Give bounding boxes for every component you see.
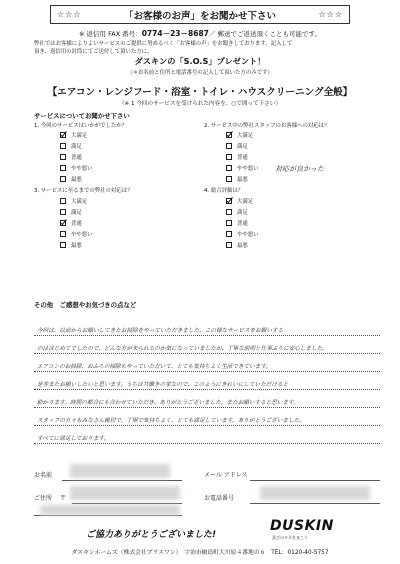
q1-option[interactable]: 満足 bbox=[60, 141, 82, 151]
ruled-line bbox=[34, 407, 380, 408]
checkbox[interactable] bbox=[60, 176, 66, 182]
address-redacted-2 bbox=[40, 505, 180, 515]
intro-line-2: 頂き、返信用の封筒にてご送付して頂いた方に、 bbox=[34, 49, 153, 55]
ruled-line bbox=[34, 443, 380, 444]
ruled-line bbox=[34, 335, 380, 336]
fax-number: 0774－23－8687 bbox=[141, 29, 209, 38]
q3-option[interactable]: 大満足 bbox=[60, 196, 87, 206]
fax-line bbox=[50, 28, 350, 39]
fax-prefix: ※ 返信用 FAX 番号： bbox=[79, 30, 142, 38]
services-title: 【エアコン・レンジフード・浴室・トイレ・ハウスクリーニング全般】 bbox=[47, 87, 353, 98]
name-label: お名前 bbox=[34, 472, 53, 479]
header-title-box bbox=[50, 5, 350, 24]
stars-right: ☆☆☆ bbox=[318, 10, 343, 19]
comment-line: 助かります。時間の都合にも合わせていただき、ありがとうございました。またお願いすると思います。 bbox=[37, 400, 299, 406]
ruled-line bbox=[34, 353, 380, 354]
ruled-line bbox=[34, 425, 380, 426]
checkbox[interactable] bbox=[226, 143, 232, 149]
address-redacted bbox=[70, 486, 180, 500]
postal-mark: 〒 bbox=[60, 495, 67, 502]
q2-option[interactable]: やや悪い bbox=[226, 163, 259, 173]
q2-option[interactable]: 普通 bbox=[226, 152, 248, 162]
ruled-line bbox=[34, 371, 380, 372]
checkbox[interactable] bbox=[226, 154, 232, 160]
phone-redacted bbox=[260, 486, 370, 500]
comment-line: スタッフの方々もみなさん親切で、丁寧で気持ちよく、とても満足しています。ありがとうございました。 bbox=[37, 418, 305, 424]
survey-heading: サービスについてお聞かせ下さい bbox=[34, 112, 130, 120]
q4-label: 4. 総合評価は？ bbox=[204, 188, 244, 194]
sos-title: ダスキンの「S.O.S」プレゼント！ bbox=[134, 56, 266, 66]
q1-option[interactable]: やや悪い bbox=[60, 163, 93, 173]
checkbox[interactable] bbox=[60, 231, 66, 237]
sos-note: （＊お名前と住所と電話番号の記入して頂いた方のみです） bbox=[127, 70, 273, 76]
checkbox[interactable] bbox=[60, 242, 66, 248]
q3-option[interactable]: 満足 bbox=[60, 207, 82, 217]
checkbox[interactable] bbox=[60, 198, 66, 204]
name-redacted bbox=[70, 464, 170, 478]
phone-label: お電話番号 bbox=[204, 495, 235, 502]
q2-option[interactable]: 最悪 bbox=[226, 174, 248, 184]
checkbox[interactable] bbox=[226, 242, 232, 248]
checkbox-checked[interactable] bbox=[226, 198, 232, 204]
thanks-text: ご協力ありがとうございました! bbox=[86, 530, 217, 540]
checkbox-checked[interactable] bbox=[60, 220, 66, 226]
q1-option[interactable]: 最悪 bbox=[60, 174, 82, 184]
checkbox[interactable] bbox=[60, 165, 66, 171]
ruled-line bbox=[34, 389, 380, 390]
comment-line: エアコンのお掃除、おふろの掃除もやっていただいて、とても気持ちよく生活できています。 bbox=[37, 364, 272, 370]
email-label: メール アドレス bbox=[204, 472, 248, 479]
q3-label: 3. サービスに至るまでの弊社の対応は？ bbox=[34, 188, 133, 194]
address-field-2[interactable] bbox=[34, 515, 182, 516]
logo-tagline: 喜びのタネをまこう bbox=[272, 535, 308, 540]
q4-option[interactable]: 最悪 bbox=[226, 240, 248, 250]
checkbox[interactable] bbox=[226, 220, 232, 226]
checkbox[interactable] bbox=[60, 143, 66, 149]
q1-option[interactable]: 普通 bbox=[60, 152, 82, 162]
comment-line: すべてに満足しております。 bbox=[37, 436, 110, 442]
q4-option[interactable]: やや悪い bbox=[226, 229, 259, 239]
address-field[interactable] bbox=[72, 503, 182, 504]
address-label: ご住所 bbox=[34, 495, 53, 502]
intro-text bbox=[34, 40, 374, 56]
comments-area[interactable] bbox=[34, 318, 380, 454]
q3-option[interactable]: 普通 bbox=[60, 218, 82, 228]
q4-option[interactable]: 普通 bbox=[226, 218, 248, 228]
checkbox[interactable] bbox=[226, 176, 232, 182]
q1-option[interactable]: 大満足 bbox=[60, 130, 87, 140]
comments-heading: その他 ご感想やお気づきの点など bbox=[34, 301, 137, 309]
email-field[interactable] bbox=[250, 480, 380, 481]
q3-option[interactable]: やや悪い bbox=[60, 229, 93, 239]
checkbox-checked[interactable] bbox=[226, 132, 232, 138]
phone-field[interactable] bbox=[250, 503, 380, 504]
stars-left: ☆☆☆ bbox=[57, 10, 82, 19]
q4-option[interactable]: 満足 bbox=[226, 207, 248, 217]
duskin-logo: DUSKIN bbox=[270, 518, 334, 534]
checkbox[interactable] bbox=[226, 165, 232, 171]
comment-line: 今回は、以前からお願いしてきたお掃除をやっていただきました。この様なサービスをお願いする bbox=[37, 328, 284, 334]
intro-line-1: 弊社ではお客様によりよいサービスのご提供に努めるべく「お客様の声」をお聞きしております。記入して bbox=[34, 41, 293, 47]
q2-option[interactable]: 満足 bbox=[226, 141, 248, 151]
q4-option[interactable]: 大満足 bbox=[226, 196, 253, 206]
comment-line: 是非またお願いしたいと思います。うちは共働きの家なので、このようにきれいにしていただけると bbox=[37, 382, 289, 388]
checkbox-checked[interactable] bbox=[60, 132, 66, 138]
page-title: 「お客様のお声」をお聞かせ下さい bbox=[123, 10, 276, 22]
checkbox[interactable] bbox=[226, 231, 232, 237]
name-field[interactable] bbox=[62, 480, 182, 481]
services-note: （※ 1 今回のサービスを受けられた内容を、○で囲って下さい） bbox=[118, 101, 282, 107]
q3-option[interactable]: 最悪 bbox=[60, 240, 82, 250]
q2-label: 2. サービス中の弊社スタッフのお客様への対応は？ bbox=[204, 123, 330, 129]
q2-handwritten-note: 対応が良かった bbox=[275, 165, 324, 173]
fax-suffix: ／ 郵送でご返送頂くことも可能です。 bbox=[208, 30, 321, 38]
footer-address: ダスキンホームズ（株式会社プラスワン） 宇治市槇島町大川原４番地の６ TEL：0120-40-5757 bbox=[71, 550, 329, 556]
q1-label: 1. 今回のサービスはいかがでしたか？ bbox=[34, 123, 128, 129]
checkbox[interactable] bbox=[60, 154, 66, 160]
checkbox[interactable] bbox=[226, 209, 232, 215]
checkbox[interactable] bbox=[60, 209, 66, 215]
comment-line: のははじめてでしたので、どんな方が来られるのか気になっていましたが、丁寧な説明と仕事ぶりに安心しました。 bbox=[37, 346, 328, 352]
q2-option[interactable]: 大満足 bbox=[226, 130, 253, 140]
